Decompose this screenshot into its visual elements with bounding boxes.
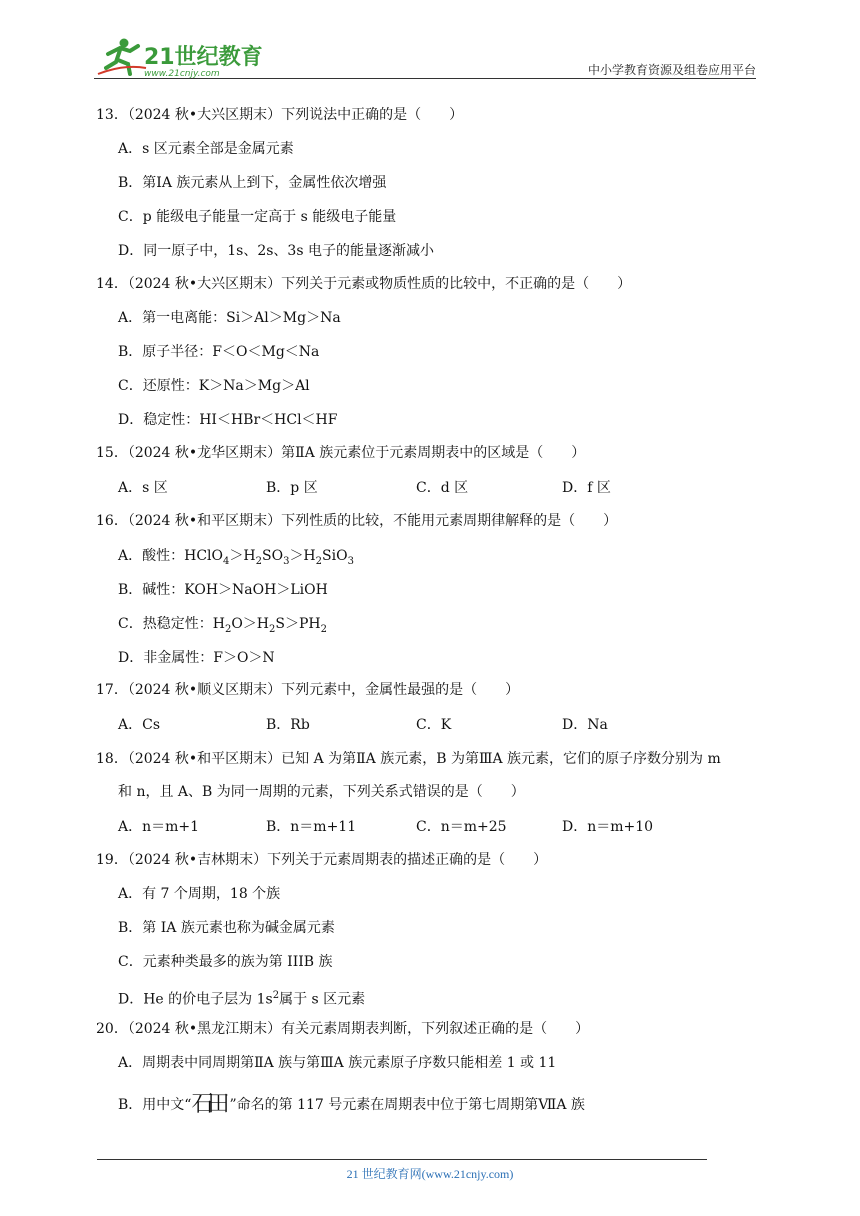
q16-option-b: B．碱性：KOH＞NaOH＞LiOH (118, 582, 328, 598)
q19-option-b: B．第 IA 族元素也称为碱金属元素 (118, 920, 335, 936)
q20-option-b: B．用中文“石田 ”命名的第 117 号元素在周期表中位于第七周期第ⅦA 族 (118, 1092, 585, 1117)
q15-option-a: A．s 区 (118, 480, 168, 496)
q14-option-a: A．第一电离能：Si＞Al＞Mg＞Na (118, 310, 341, 326)
q18-option-d: D．n＝m+10 (562, 819, 654, 835)
q13-option-c: C．p 能级电子能量一定高于 s 能级电子能量 (118, 209, 397, 225)
platform-label: 中小学教育资源及组卷应用平台 (587, 63, 756, 77)
q18-option-a: A．n＝m+1 (118, 819, 200, 835)
question-20-stem: 20．（2024 秋•黑龙江期末）有关元素周期表判断，下列叙述正确的是（ ） (96, 1021, 590, 1037)
q17-option-b: B．Rb (266, 717, 310, 733)
question-18-stem-line2: 和 n，且 A、B 为同一周期的元素，下列关系式错误的是（ ） (118, 784, 525, 800)
header-divider (94, 78, 756, 79)
q14-option-b: B．原子半径：F＜O＜Mg＜Na (118, 344, 320, 360)
question-16-stem: 16．（2024 秋•和平区期末）下列性质的比较，不能用元素周期律解释的是（ ） (96, 513, 618, 529)
q17-option-c: C．K (416, 717, 452, 733)
q15-option-d: D．f 区 (562, 480, 611, 496)
question-15-stem: 15．（2024 秋•龙华区期末）第ⅡA 族元素位于元素周期表中的区域是（ ） (96, 445, 586, 461)
q15-option-b: B．p 区 (266, 480, 318, 496)
q14-option-d: D．稳定性：HI＜HBr＜HCl＜HF (118, 412, 338, 428)
footer-source: 21 世纪教育网(www.21cnjy.com) (346, 1167, 514, 1181)
q13-option-d: D．同一原子中，1s、2s、3s 电子的能量逐渐减小 (118, 243, 434, 259)
q19-option-c: C．元素种类最多的族为第 IIIB 族 (118, 954, 333, 970)
q14-option-c: C．还原性：K＞Na＞Mg＞Al (118, 378, 310, 394)
q17-option-d: D．Na (562, 717, 608, 733)
q19-option-d: D．He 的价电子层为 $1s^2$属于 s 区元素 (118, 990, 366, 1008)
question-13-stem: 13．（2024 秋•大兴区期末）下列说法中正确的是（ ） (96, 107, 464, 123)
logo-text: 21世纪教育 (144, 45, 263, 70)
q13-option-a: A．s 区元素全部是金属元素 (118, 141, 294, 157)
question-18-stem-line1: 18．（2024 秋•和平区期末）已知 A 为第ⅡA 族元素，B 为第ⅢA 族元素，它们的原子序数分别为 m (96, 751, 721, 767)
q18-option-c: C．n＝m+25 (416, 819, 507, 835)
q20-option-a: A．周期表中同周期第ⅡA 族与第ⅢA 族元素原子序数只能相差 1 或 11 (118, 1055, 557, 1071)
question-14-stem: 14．（2024 秋•大兴区期末）下列关于元素或物质性质的比较中，不正确的是（ ） (96, 276, 632, 292)
logo-url: www.21cnjy.com (144, 69, 220, 78)
question-17-stem: 17．（2024 秋•顺义区期末）下列元素中，金属性最强的是（ ） (96, 682, 520, 698)
q15-option-c: C．d 区 (416, 480, 469, 496)
q18-option-b: B．n＝m+11 (266, 819, 357, 835)
footer-divider (97, 1159, 707, 1160)
q16-option-d: D．非金属性：F＞O＞N (118, 650, 275, 666)
q16-option-a: A．酸性：$HClO_4>H_2SO_3>H_2SiO_3$ (118, 548, 354, 567)
q17-option-a: A．Cs (118, 717, 161, 733)
q19-option-a: A．有 7 个周期，18 个族 (118, 886, 281, 902)
question-19-stem: 19．（2024 秋•吉林期末）下列关于元素周期表的描述正确的是（ ） (96, 852, 548, 868)
element-117-glyph: 石田 (191, 1092, 224, 1117)
q16-option-c: C．热稳定性：$H_2O>H_2S>PH_2$ (118, 616, 327, 635)
site-logo (94, 34, 264, 78)
q13-option-b: B．第ⅠA 族元素从上到下，金属性依次增强 (118, 175, 387, 191)
